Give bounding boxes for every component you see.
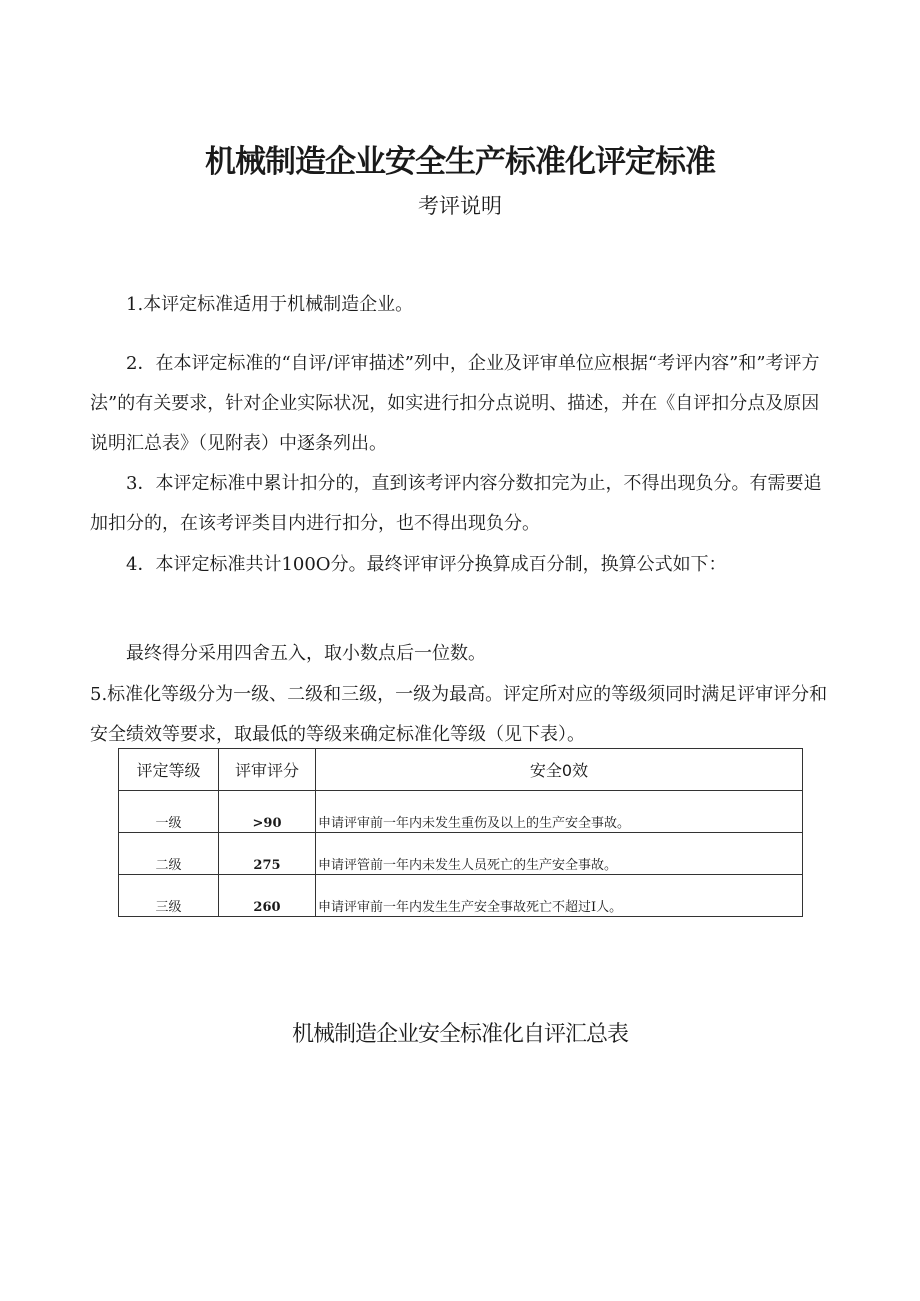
- cell-level: 二级: [119, 833, 219, 875]
- table-row: [119, 833, 803, 875]
- document-subtitle: 考评说明: [418, 194, 502, 218]
- table-row: [119, 875, 803, 917]
- paragraph-5: 5.标准化等级分为一级、二级和三级，一级为最高。评定所对应的等级须同时满足评审评分和安全绩效等要求，取最低的等级来确定标准化等级（见下表）。: [90, 684, 828, 745]
- cell-performance: 申请评管前一年内未发生人员死亡的生产安全事故。: [316, 833, 803, 875]
- cell-score: >90: [219, 791, 316, 833]
- summary-table-title: 机械制造企业安全标准化自评汇总表: [291, 1022, 628, 1047]
- paragraph-2: 2．在本评定标准的“自评/评审描述”列中，企业及评审单位应根据“考评内容”和”考评方法”的有关要求，针对企业实际状况，如实进行扣分点说明、描述，并在《自评扣分点及原因说明汇总表》（见附表）中逐条列出。: [90, 353, 820, 454]
- paragraph-1: 1.本评定标准适用于机械制造企业。: [126, 294, 414, 315]
- table-row: [119, 791, 803, 833]
- paragraph-3: 3．本评定标准中累计扣分的，直到该考评内容分数扣完为止，不得出现负分。有需要追加扣分的，在该考评类目内进行扣分，也不得出现负分。: [90, 473, 822, 534]
- header-level: 评定等级: [119, 749, 219, 791]
- paragraph-final-score: 最终得分采用四舍五入，取小数点后一位数。: [126, 643, 486, 664]
- cell-performance: 申请评审前一年内未发生重伤及以上的生产安全事故。: [316, 791, 803, 833]
- grade-table-header-row: [119, 749, 803, 791]
- grade-table: [118, 748, 803, 917]
- header-performance: 安全0效: [316, 749, 803, 791]
- cell-score: 260: [219, 875, 316, 917]
- paragraph-4: 4．本评定标准共计100O分。最终评审评分换算成百分制，换算公式如下：: [126, 554, 727, 575]
- cell-level: 三级: [119, 875, 219, 917]
- cell-level: 一级: [119, 791, 219, 833]
- cell-performance: 申请评审前一年内发生生产安全事故死亡不超过I人。: [316, 875, 803, 917]
- cell-score: 275: [219, 833, 316, 875]
- header-score: 评审评分: [219, 749, 316, 791]
- document-title: 机械制造企业安全生产标准化评定标准: [205, 144, 715, 180]
